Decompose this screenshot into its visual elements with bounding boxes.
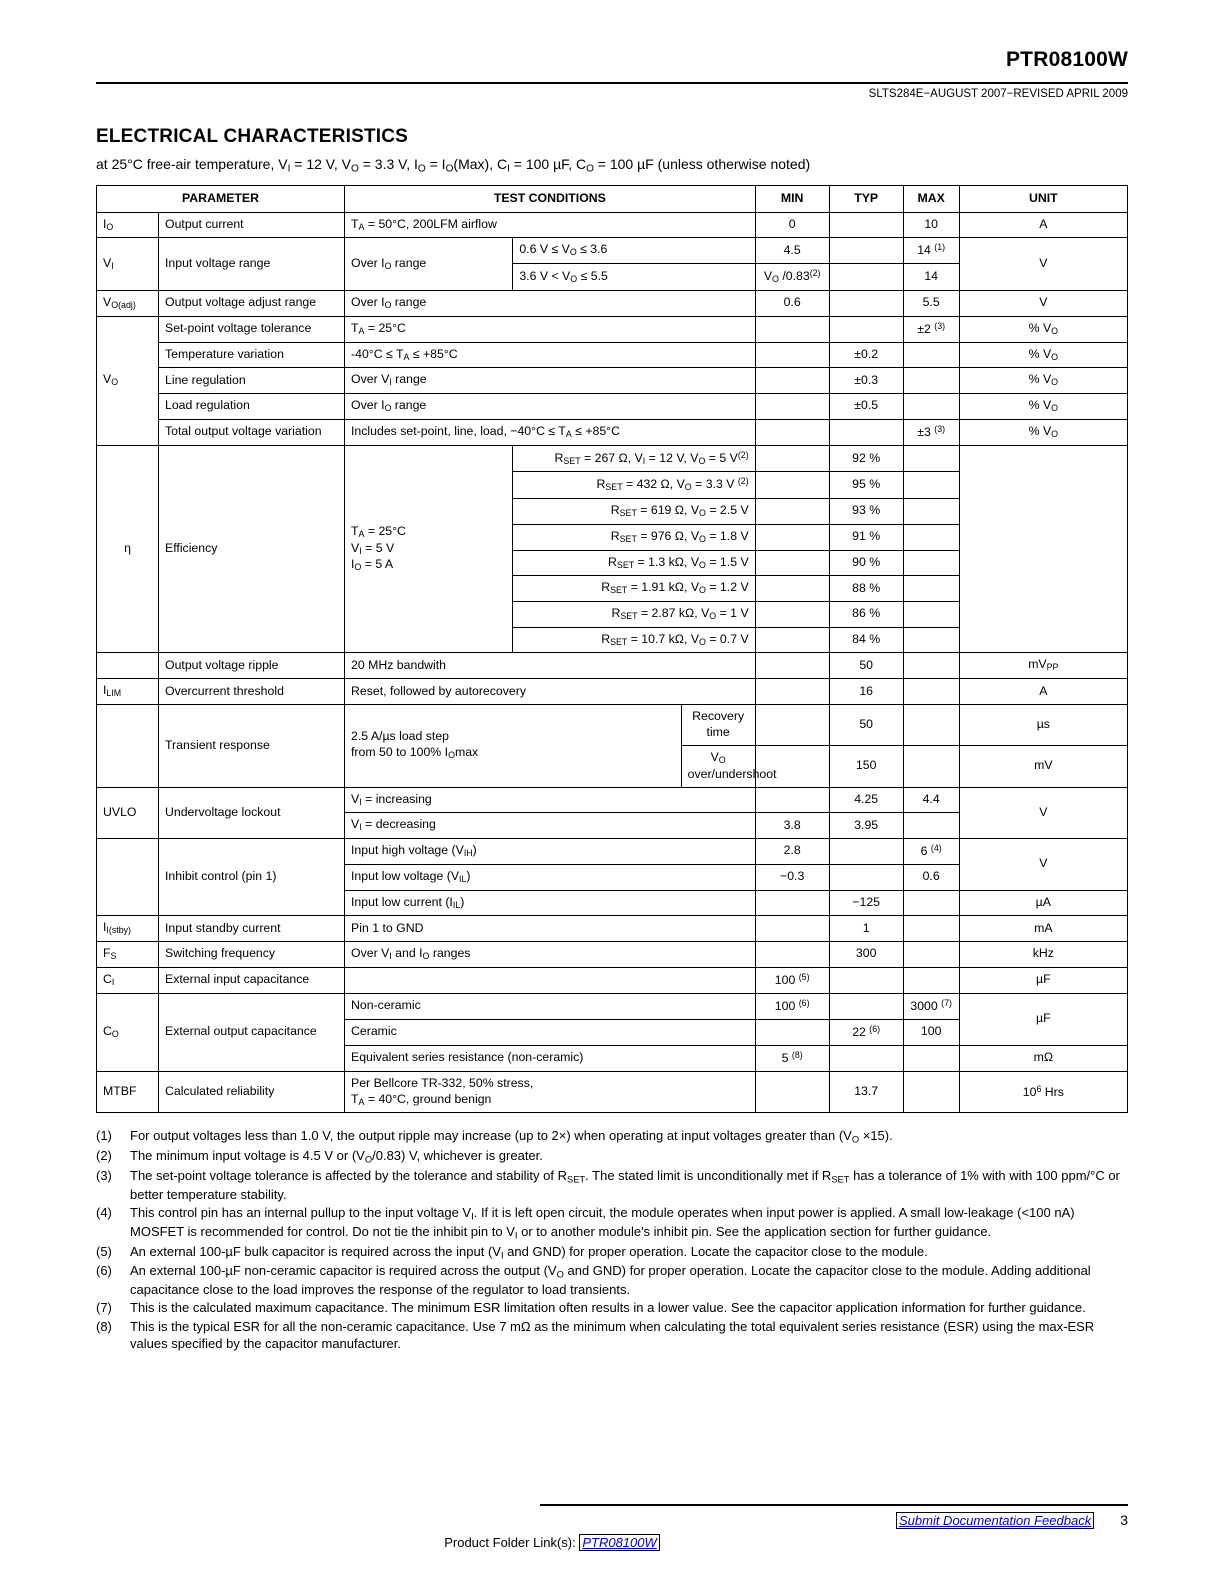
header-rule <box>96 82 1128 84</box>
max-inhibit-1: 6 $^{(4)}$ <box>903 838 959 864</box>
footnote-6-text: An external 100-µF non-ceramic capacitor is required across the output ($V_O$ and GND) for proper operation. Locate the capacitor close to the module. Adding additional capacitance close to the load improves the response of the regulator to load transients. <box>130 1263 1091 1298</box>
min-loadreg <box>755 394 829 420</box>
symbol-ilim: $I_{LIM}$ <box>97 679 159 705</box>
param-temperature-variation: Temperature variation <box>159 342 345 368</box>
min-linereg <box>755 368 829 394</box>
typ-voadj <box>829 290 903 316</box>
cond-mtbf: Per Bellcore TR-332, 50% stress, $T_A = 40^\circ C$, ground benign <box>345 1071 756 1113</box>
typ-eff-2: 95 % <box>829 472 903 499</box>
max-inhibit-2: 0.6 <box>903 864 959 890</box>
electrical-characteristics-table <box>96 185 1128 1114</box>
min-co-3: 5 $^{(8)}$ <box>755 1045 829 1071</box>
max-co-1: 3000 $^{(7)}$ <box>903 993 959 1019</box>
param-efficiency: Efficiency <box>159 445 345 653</box>
min-eff-6 <box>755 576 829 602</box>
unit-istby: mA <box>959 916 1127 942</box>
table-row <box>97 679 1128 705</box>
param-overcurrent-threshold: Overcurrent threshold <box>159 679 345 705</box>
cond-total-output-variation: Includes set-point, line, load, $-40^\circ C \le T_A \le +85^\circ C$ <box>345 419 756 445</box>
col-typ: TYP <box>829 185 903 212</box>
footnotes-list <box>96 1127 1128 1352</box>
footnote-6-number: (6) <box>96 1263 112 1279</box>
section-conditions: at 25°C free-air temperature, $V_I = 12$ V, $V_O = 3.3$ V, $I_O = I_O(Max)$, $C_I = 100$ µF, $C_O = 100$ µF (unless otherwise noted) <box>96 156 811 175</box>
unit-vi: V <box>959 238 1127 291</box>
min-co-1: 100 $^{(6)}$ <box>755 993 829 1019</box>
table-row <box>97 212 1128 238</box>
cond-eff-8: $R_{SET} = 10.7$ kΩ, $V_O = 0.7$ V <box>513 627 755 653</box>
param-output-voltage-adjust-range: Output voltage adjust range <box>159 290 345 316</box>
table-row <box>97 838 1128 864</box>
param-input-voltage-range: Input voltage range <box>159 238 345 291</box>
min-inhibit-3 <box>755 890 829 916</box>
footnote-4-number: (4) <box>96 1204 112 1220</box>
min-inhibit-1: 2.8 <box>755 838 829 864</box>
min-eff-7 <box>755 601 829 627</box>
cond-uvlo-decreasing: $V_I$ = decreasing <box>345 813 756 839</box>
typ-io <box>829 212 903 238</box>
max-transient-2 <box>903 745 959 787</box>
cond-co-ceramic: Ceramic <box>345 1019 756 1045</box>
cond-eff-7: $R_{SET} = 2.87$ kΩ, $V_O = 1$ V <box>513 601 755 627</box>
footnote-3-number: (3) <box>96 1167 112 1183</box>
max-io: 10 <box>903 212 959 238</box>
symbol-ci: $C_I$ <box>97 967 159 993</box>
cond-vi-main: Over $I_O$ range <box>345 238 513 291</box>
cond-voadj: Over $I_O$ range <box>345 290 756 316</box>
unit-linereg: % $V_O$ <box>959 368 1127 394</box>
cond-vi-sub2: 3.6 $V < V_O \le 5.5$ <box>513 264 755 291</box>
min-inhibit-2: −0.3 <box>755 864 829 890</box>
max-transient-1 <box>903 704 959 745</box>
table-row <box>97 342 1128 368</box>
param-calculated-reliability: Calculated reliability <box>159 1071 345 1113</box>
min-io: 0 <box>755 212 829 238</box>
max-ripple <box>903 653 959 679</box>
footnote-5-number: (5) <box>96 1243 112 1259</box>
cond-temperature-variation: $-40^\circ C \le T_A \le +85^\circ C$ <box>345 342 756 368</box>
symbol-inhibit <box>97 838 159 915</box>
cond-eff-2: $R_{SET} = 432$ Ω, $V_O = 3.3$ V $^{(2)}$ <box>513 472 755 499</box>
symbol-efficiency: η <box>97 445 159 653</box>
max-setpoint: ±2 $^{(3)}$ <box>903 316 959 342</box>
unit-transient-2: mV <box>959 745 1127 787</box>
footer-row <box>96 1512 1128 1529</box>
max-loadreg <box>903 394 959 420</box>
typ-eff-5: 90 % <box>829 550 903 576</box>
cond-ripple: 20 MHz bandwith <box>345 653 756 679</box>
symbol-transient <box>97 704 159 787</box>
table-row <box>97 653 1128 679</box>
typ-transient-1: 50 <box>829 704 903 745</box>
param-switching-frequency: Switching frequency <box>159 942 345 968</box>
typ-ilim: 16 <box>829 679 903 705</box>
symbol-vi: $V_I$ <box>97 238 159 291</box>
footnote-2-text: The minimum input voltage is 4.5 V or $(V_O/0.83)$ V, whichever is greater. <box>130 1148 543 1165</box>
typ-eff-3: 93 % <box>829 499 903 525</box>
typ-mtbf: 13.7 <box>829 1071 903 1113</box>
cond-eff-4: $R_{SET} = 976$ Ω, $V_O = 1.8$ V <box>513 524 755 550</box>
max-eff-3 <box>903 499 959 525</box>
unit-voadj: V <box>959 290 1127 316</box>
typ-inhibit-2 <box>829 864 903 890</box>
cond-eff-3: $R_{SET} = 619$ Ω, $V_O = 2.5$ V <box>513 499 755 525</box>
footnote-7-text: This is the calculated maximum capacitance. The minimum ESR limitation often results in a lower value. See the capacitor application information for further guidance. <box>130 1300 1086 1316</box>
param-external-input-capacitance: External input capacitance <box>159 967 345 993</box>
product-folder-link[interactable]: PTR08100W <box>579 1534 659 1551</box>
min-eff-5 <box>755 550 829 576</box>
footnote-7 <box>96 1299 1128 1316</box>
max-ilim <box>903 679 959 705</box>
table-row <box>97 916 1128 942</box>
table-row <box>97 993 1128 1019</box>
unit-loadreg: % $V_O$ <box>959 394 1127 420</box>
col-unit: UNIT <box>959 185 1127 212</box>
col-max: MAX <box>903 185 959 212</box>
footnote-6 <box>96 1262 1128 1298</box>
typ-transient-2: 150 <box>829 745 903 787</box>
min-fs <box>755 942 829 968</box>
param-inhibit-control: Inhibit control (pin 1) <box>159 838 345 915</box>
col-test-conditions: TEST CONDITIONS <box>345 185 756 212</box>
max-totalvar: ±3 $^{(3)}$ <box>903 419 959 445</box>
cond-transient-main: 2.5 A/µs load step from 50 to 100% $I_O\max$ <box>345 704 682 787</box>
table-row <box>97 1071 1128 1113</box>
part-number-title: PTR08100W <box>1005 48 1128 71</box>
footnote-8-number: (8) <box>96 1318 112 1334</box>
footer-rule <box>540 1504 1128 1506</box>
product-folder-label: Product Folder Link(s): <box>444 1535 576 1550</box>
max-co-3 <box>903 1045 959 1071</box>
cond-io: $T_A = 50^\circ C$, 200LFM airflow <box>345 212 756 238</box>
typ-inhibit-1 <box>829 838 903 864</box>
footnote-8 <box>96 1318 1128 1353</box>
unit-tempvar: % $V_O$ <box>959 342 1127 368</box>
min-tempvar <box>755 342 829 368</box>
unit-inhibit-3: µA <box>959 890 1127 916</box>
max-eff-2 <box>903 472 959 499</box>
min-istby <box>755 916 829 942</box>
min-mtbf <box>755 1071 829 1113</box>
typ-inhibit-3: −125 <box>829 890 903 916</box>
footnote-2 <box>96 1147 1128 1166</box>
footnote-1 <box>96 1127 1128 1146</box>
max-eff-4 <box>903 524 959 550</box>
table-row <box>97 238 1128 264</box>
max-fs <box>903 942 959 968</box>
table-row <box>97 967 1128 993</box>
min-uvlo-1 <box>755 787 829 813</box>
footnote-1-number: (1) <box>96 1128 112 1144</box>
symbol-fs: $F_S$ <box>97 942 159 968</box>
footnote-7-number: (7) <box>96 1300 112 1316</box>
typ-loadreg: ±0.5 <box>829 394 903 420</box>
max-voadj: 5.5 <box>903 290 959 316</box>
typ-vi-1 <box>829 238 903 264</box>
param-undervoltage-lockout: Undervoltage lockout <box>159 787 345 838</box>
product-folder-line <box>96 1535 1128 1550</box>
symbol-io: $I_O$ <box>97 212 159 238</box>
max-mtbf <box>903 1071 959 1113</box>
param-load-regulation: Load regulation <box>159 394 345 420</box>
typ-uvlo-1: 4.25 <box>829 787 903 813</box>
typ-linereg: ±0.3 <box>829 368 903 394</box>
min-setpoint <box>755 316 829 342</box>
symbol-voadj: $V_{O(adj)}$ <box>97 290 159 316</box>
min-eff-1 <box>755 445 829 472</box>
param-output-voltage-ripple: Output voltage ripple <box>159 653 345 679</box>
typ-eff-4: 91 % <box>829 524 903 550</box>
table-row <box>97 394 1128 420</box>
max-inhibit-3 <box>903 890 959 916</box>
typ-co-2: 22 $^{(6)}$ <box>829 1019 903 1045</box>
footnote-3-text: The set-point voltage tolerance is affected by the tolerance and stability of $R_{SET}$. The stated limit is unconditionally met if $R_{SET}$ has a tolerance of 1% with with 100 ppm/°C or better temperature stability. <box>130 1167 1120 1202</box>
typ-co-1 <box>829 993 903 1019</box>
col-min: MIN <box>755 185 829 212</box>
cond-fs: Over $V_I$ and $I_O$ ranges <box>345 942 756 968</box>
param-setpoint-tolerance: Set-point voltage tolerance <box>159 316 345 342</box>
table-row <box>97 316 1128 342</box>
param-line-regulation: Line regulation <box>159 368 345 394</box>
cond-load-regulation: Over $I_O$ range <box>345 394 756 420</box>
unit-setpoint: % $V_O$ <box>959 316 1127 342</box>
max-uvlo-1: 4.4 <box>903 787 959 813</box>
min-voadj: 0.6 <box>755 290 829 316</box>
max-vi-1: 14 $^{(1)}$ <box>903 238 959 264</box>
cond-eff-5: $R_{SET} = 1.3$ kΩ, $V_O = 1.5$ V <box>513 550 755 576</box>
cond-transient-overshoot: $V_O$ over/undershoot <box>681 745 755 787</box>
min-ilim <box>755 679 829 705</box>
max-istby <box>903 916 959 942</box>
param-output-current: Output current <box>159 212 345 238</box>
param-input-standby-current: Input standby current <box>159 916 345 942</box>
cond-ci <box>345 967 756 993</box>
max-co-2: 100 <box>903 1019 959 1045</box>
unit-inhibit-v: V <box>959 838 1127 890</box>
page-title: ELECTRICAL CHARACTERISTICS <box>96 126 409 147</box>
min-vi-2: $V_O$ /0.83$^{(2)}$ <box>755 264 829 291</box>
max-eff-7 <box>903 601 959 627</box>
cond-inhibit-vil: Input low voltage $(V_{IL})$ <box>345 864 756 890</box>
cond-ilim: Reset, followed by autorecovery <box>345 679 756 705</box>
cond-setpoint-tolerance: $T_A = 25^\circ C$ <box>345 316 756 342</box>
cond-eff-1: $R_{SET} = 267$ Ω, $V_I = 12$ V, $V_O = 5$ $V^{(2)}$ <box>513 445 755 472</box>
table-row <box>97 419 1128 445</box>
min-ripple <box>755 653 829 679</box>
unit-totalvar: % $V_O$ <box>959 419 1127 445</box>
max-eff-6 <box>903 576 959 602</box>
cond-transient-recovery: Recovery time <box>681 704 755 745</box>
typ-tempvar: ±0.2 <box>829 342 903 368</box>
unit-ilim: A <box>959 679 1127 705</box>
unit-io: A <box>959 212 1127 238</box>
table-row <box>97 290 1128 316</box>
symbol-istby: $I_{I(stby)}$ <box>97 916 159 942</box>
typ-co-3 <box>829 1045 903 1071</box>
typ-totalvar <box>829 419 903 445</box>
footnote-4-text: This control pin has an internal pullup to the input voltage $V_I$. If it is left open circuit, the module operates when input power is applied. A small low-leakage (<100 nA) MOSFET is recommended for control. Do not tie the inhibit pin to $V_I$ or to another module's inhibit pin. See the application section for further guidance. <box>130 1204 1075 1241</box>
min-ci: 100 $^{(5)}$ <box>755 967 829 993</box>
min-co-2 <box>755 1019 829 1045</box>
max-eff-5 <box>903 550 959 576</box>
typ-vi-2 <box>829 264 903 291</box>
footnote-2-number: (2) <box>96 1148 112 1164</box>
cond-vi-sub1: 0.6 $V \le V_O \le 3.6$ <box>513 238 755 264</box>
table-header-row <box>97 185 1128 212</box>
typ-ripple: 50 <box>829 653 903 679</box>
cond-line-regulation: Over $V_I$ range <box>345 368 756 394</box>
unit-co-uf: µF <box>959 993 1127 1045</box>
footnote-5 <box>96 1243 1128 1262</box>
unit-co-3: mΩ <box>959 1045 1127 1071</box>
min-transient-1 <box>755 704 829 745</box>
table-row <box>97 368 1128 394</box>
unit-ripple: $mV_{PP}$ <box>959 653 1127 679</box>
cond-co-nonceramic: Non-ceramic <box>345 993 756 1019</box>
table-row <box>97 704 1128 745</box>
typ-eff-7: 86 % <box>829 601 903 627</box>
footnote-8-text: This is the typical ESR for all the non-ceramic capacitance. Use 7 mΩ as the minimum when calculating the total equivalent series resistance (ESR) using the max-ESR values specified by the capacitor manufacturer. <box>130 1318 1095 1351</box>
min-totalvar <box>755 419 829 445</box>
cond-efficiency-block: $T_A = 25^\circ C$ $V_I = 5$ V $I_O = 5$ A <box>345 445 513 653</box>
table-row <box>97 445 1128 472</box>
footnote-4 <box>96 1204 1128 1242</box>
max-uvlo-2 <box>903 813 959 839</box>
footnote-3 <box>96 1167 1128 1203</box>
typ-setpoint <box>829 316 903 342</box>
max-eff-8 <box>903 627 959 653</box>
unit-fs: kHz <box>959 942 1127 968</box>
cond-co-esr: Equivalent series resistance (non-ceramic) <box>345 1045 756 1071</box>
document-id: SLTS284E−AUGUST 2007−REVISED APRIL 2009 <box>868 88 1128 100</box>
footnote-5-text: An external 100-µF bulk capacitor is required across the input ($V_I$ and GND) for proper operation. Locate the capacitor close to the module. <box>130 1243 928 1260</box>
min-eff-3 <box>755 499 829 525</box>
unit-ci: µF <box>959 967 1127 993</box>
typ-eff-1: 92 % <box>829 445 903 472</box>
table-row <box>97 942 1128 968</box>
table-row <box>97 787 1128 813</box>
unit-transient-1: µs <box>959 704 1127 745</box>
page-footer <box>96 1504 1128 1550</box>
min-uvlo-2: 3.8 <box>755 813 829 839</box>
symbol-vo: $V_O$ <box>97 316 159 445</box>
unit-efficiency <box>959 445 1127 653</box>
cond-inhibit-iil: Input low current $(I_{IL})$ <box>345 890 756 916</box>
max-tempvar <box>903 342 959 368</box>
cond-inhibit-vih: Input high voltage $(V_{IH})$ <box>345 838 756 864</box>
symbol-ripple <box>97 653 159 679</box>
max-vi-2: 14 <box>903 264 959 291</box>
page-number: 3 <box>1120 1512 1128 1528</box>
symbol-mtbf: MTBF <box>97 1071 159 1113</box>
typ-istby: 1 <box>829 916 903 942</box>
unit-uvlo: V <box>959 787 1127 838</box>
param-external-output-capacitance: External output capacitance <box>159 993 345 1071</box>
min-eff-8 <box>755 627 829 653</box>
col-parameter: PARAMETER <box>97 185 345 212</box>
symbol-co: $C_O$ <box>97 993 159 1071</box>
typ-fs: 300 <box>829 942 903 968</box>
cond-eff-6: $R_{SET} = 1.91$ kΩ, $V_O = 1.2$ V <box>513 576 755 602</box>
param-transient-response: Transient response <box>159 704 345 787</box>
max-eff-1 <box>903 445 959 472</box>
typ-eff-6: 88 % <box>829 576 903 602</box>
footnote-1-text: For output voltages less than 1.0 V, the output ripple may increase (up to 2×) when operating at input voltages greater than $(V_O \times 15)$. <box>130 1128 893 1145</box>
typ-eff-8: 84 % <box>829 627 903 653</box>
typ-ci <box>829 967 903 993</box>
unit-mtbf: $10^6$ Hrs <box>959 1071 1127 1113</box>
min-eff-4 <box>755 524 829 550</box>
max-linereg <box>903 368 959 394</box>
max-ci <box>903 967 959 993</box>
min-eff-2 <box>755 472 829 499</box>
cond-istby: Pin 1 to GND <box>345 916 756 942</box>
min-vi-1: 4.5 <box>755 238 829 264</box>
param-total-output-variation: Total output voltage variation <box>159 419 345 445</box>
cond-uvlo-increasing: $V_I$ = increasing <box>345 787 756 813</box>
symbol-uvlo: UVLO <box>97 787 159 838</box>
typ-uvlo-2: 3.95 <box>829 813 903 839</box>
submit-documentation-feedback-link[interactable]: Submit Documentation Feedback <box>896 1512 1094 1529</box>
